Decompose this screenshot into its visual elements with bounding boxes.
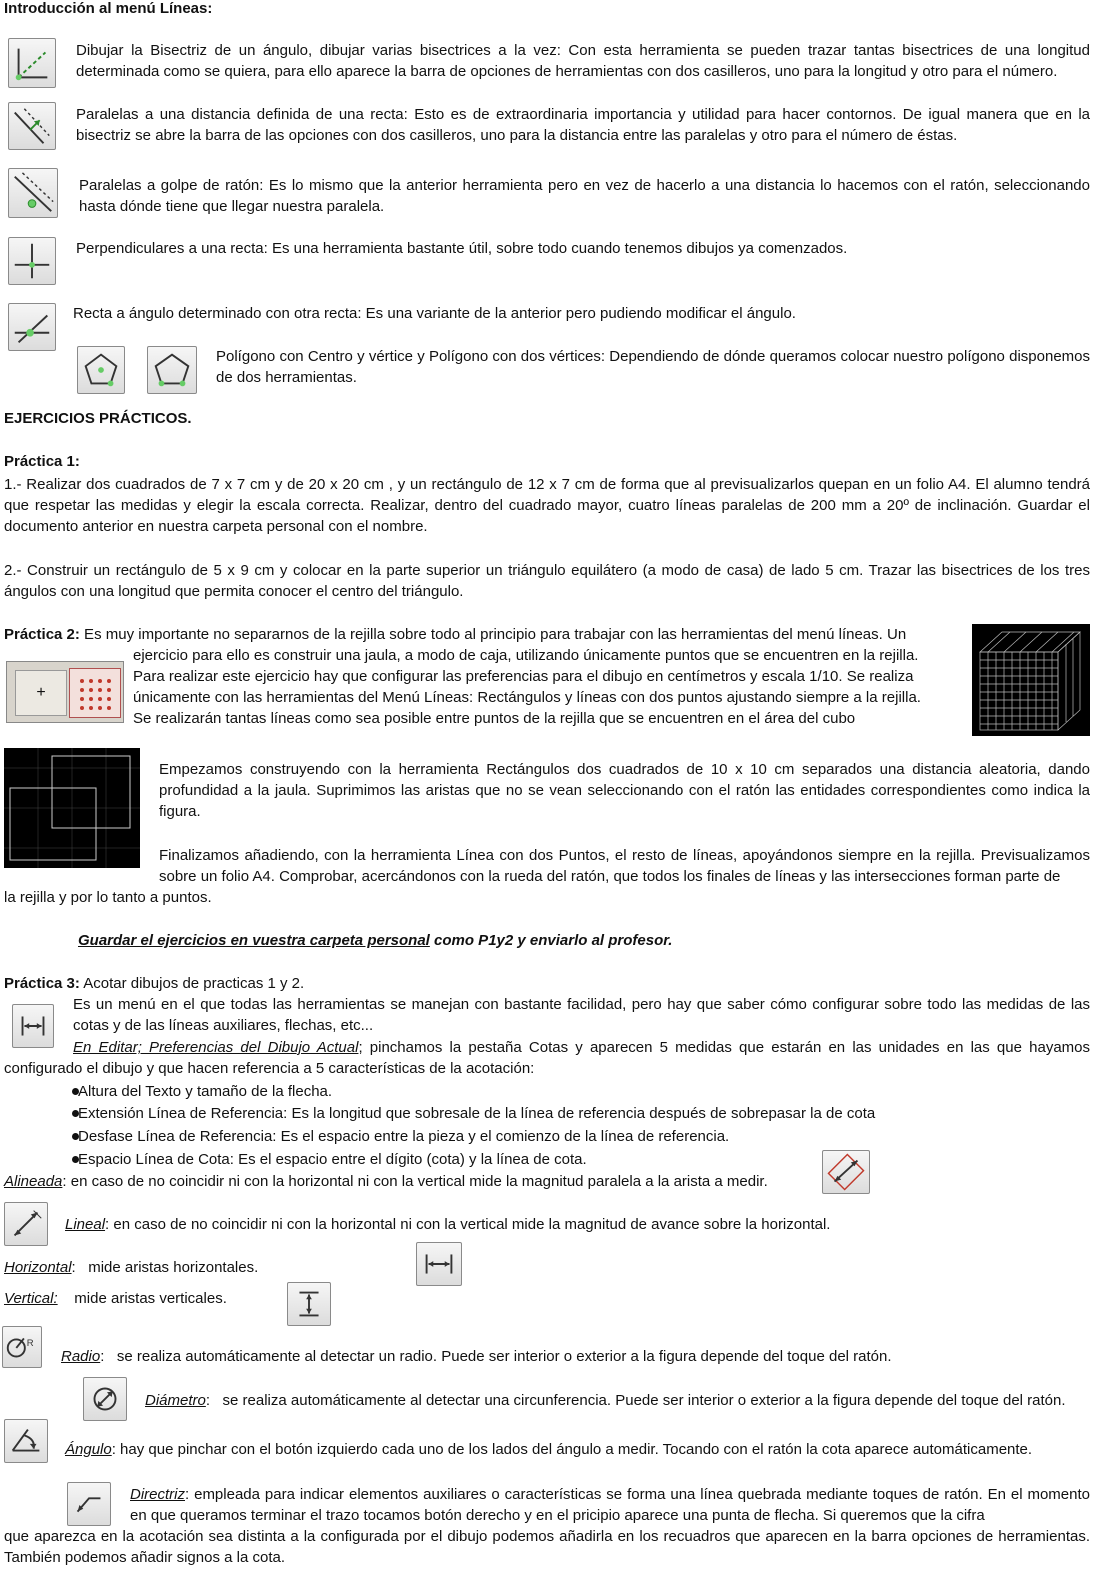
tool-lineal: Lineal: en caso de no coincidir ni con la horizontal ni con la vertical mide la magnitud de avance sobre la horizontal. [65,1216,831,1233]
dimension-setting-item: Extensión Línea de Referencia: Es la longitud que sobresale de la línea de referencia después de sobrepasar la de cota [78,1105,876,1122]
tool-alineada: Alineada: en caso de no coincidir ni con la horizontal ni con la vertical mide la magnitud paralela a la arista a medir. [4,1173,768,1190]
save-instruction: Guardar el ejercicios en vuestra carpeta personal como P1y2 y enviarlo al profesor. [78,932,673,949]
tool-directriz-cont: que aparezca en la acotación sea distinta a la configurada por el dibujo podemos añadirla en los recuadros que aparecen en la barra opciones de herramientas. También podemos añadir signos a la cota. [4,1528,1090,1566]
practica-3-desc-1: Es un menú en el que todas las herramientas se manejan con bastante facilidad, pero hay que saber cómo configurar sobre todo las medidas de las cotas y de las líneas auxiliares, flechas, etc... [73,996,1090,1034]
tool-vertical: Vertical: mide aristas verticales. [4,1290,227,1307]
cube-cage-image [972,624,1090,736]
bisector-icon[interactable] [8,38,56,88]
polygon-center-icon[interactable] [77,346,125,394]
practica-1-label: Práctica 1: [4,453,80,470]
dimension-setting-item: Desfase Línea de Referencia: Es el espacio entre la pieza y el comienzo de la línea de referencia. [78,1128,730,1145]
practica-2-para-3b: la rejilla y por lo tanto a puntos. [4,889,212,906]
practica-1-text-1: 1.- Realizar dos cuadrados de 7 x 7 cm y de 20 x 20 cm , y un rectángulo de 12 x 7 cm de forma que al previsualizarlos quepan en un folio A4. El alumno tendrá que respetar las medidas y elegir la escala correcta. Realizar, dentro del cuadrado mayor, cuatro líneas paralelas de 200 mm a 20º de inclinación. Guardar el documento anterior en nuestra carpeta personal con el nombre. [4,476,1090,535]
tool-directriz: Directriz: empleada para indicar elementos auxiliares o características se forma una línea quebrada mediante toques de ratón. En el momento en que queramos terminar el trazo tocamos botón derecho y en el pricipio aparece una punta de flecha. Si queremos que la cifra [130,1486,1090,1524]
snap-plus-icon[interactable]: + [15,670,67,716]
intro-item-bisector: Dibujar la Bisectriz de un ángulo, dibujar varias bisectrices a la vez: Con esta herramienta se pueden trazar tantas bisectrices de una longitud determinada como se quiera, para ello aparece la barra de opciones de herramientas con dos casilleros, uno para la longitud y otro para el número. [76,42,1090,80]
practica-2-line-3: Para realizar este ejercicio hay que configurar las preferencias para el dibujo en centímetros y escala 1/10. Se realiza [133,668,914,685]
polygon-vertices-icon[interactable] [147,346,197,394]
tool-horizontal: Horizontal: mide aristas horizontales. [4,1259,259,1276]
radius-dimension-icon[interactable] [2,1326,42,1368]
dimension-menu-icon[interactable] [12,1004,54,1048]
perpendicular-icon[interactable] [8,237,56,285]
intro-item-parallel-mouse: Paralelas a golpe de ratón: Es lo mismo que la anterior herramienta pero en vez de hacerlo a una distancia lo hacemos con el ratón, seleccionando hasta dónde tiene que llegar nuestra paralela. [79,177,1090,215]
practica-2-line-1: Práctica 2: Es muy importante no separarnos de la rejilla sobre todo al principio para trabajar con las herramientas del menú líneas. Un [4,626,907,643]
practica-1-text-2: 2.- Construir un rectángulo de 5 x 9 cm y colocar en la parte superior un triángulo equilátero (a modo de casa) de lado 5 cm. Trazar las bisectrices de los tres ángulos con una longitud que permita conocer el centro del triángulo. [4,562,1090,600]
linear-dimension-icon[interactable] [4,1202,48,1246]
parallel-mouse-icon[interactable] [8,168,58,218]
preferences-link[interactable]: En Editar; Preferencias del Dibujo Actual [73,1039,359,1056]
practica-3-intro: Práctica 3: Acotar dibujos de practicas 1 y 2. [4,975,305,992]
tool-diametro: Diámetro: se realiza automáticamente al detectar una circunferencia. Puede ser interior o exterior a la figura depende del toque del ratón. [145,1392,1066,1409]
practica-2-line-2: ejercicio para ello es construir una jaula, a modo de caja, utilizando únicamente puntos que se encuentren en la rejilla. [133,647,919,664]
tool-alineada-name: Alineada [4,1173,63,1190]
grid-snap-icon[interactable] [69,668,121,718]
aligned-dimension-icon[interactable] [822,1150,870,1194]
save-folder-link[interactable]: Guardar el ejercicios en vuestra carpeta personal [78,932,430,949]
grid-toolbar-image [6,661,124,723]
diameter-dimension-icon[interactable] [83,1377,127,1421]
intro-title: Introducción al menú Líneas: [4,0,213,17]
svg-text:R: R [26,1338,34,1350]
vertical-dimension-icon[interactable] [287,1282,331,1326]
dimension-setting-item: Espacio Línea de Cota: Es el espacio entre el dígito (cota) y la línea de cota. [78,1151,587,1168]
squares-screen-image [4,748,140,868]
practica-2-label: Práctica 2: [4,626,80,643]
parallel-distance-icon[interactable] [8,102,56,150]
practica-2-line-4: únicamente con las herramientas del Menú Líneas: Rectángulos y líneas con dos puntos ajustando siempre a la rejilla. [133,689,921,706]
tool-lineal-name: Lineal [65,1216,106,1233]
tool-radio: Radio: se realiza automáticamente al detectar un radio. Puede ser interior o exterior a la figura depende del toque del ratón. [61,1348,892,1365]
practica-2-para-2: Empezamos construyendo con la herramienta Rectángulos dos cuadrados de 10 x 10 cm separados una distancia aleatoria, dando profundidad a la jaula. Suprimimos las aristas que no se vean seleccionando con el ratón las entidades correspondientes como indica la figura. [159,761,1090,820]
tool-horizontal-name: Horizontal [4,1259,72,1276]
exercises-heading: EJERCICIOS PRÁCTICOS. [4,410,192,427]
tool-directriz-name: Directriz [130,1486,185,1503]
dimension-setting-item: Altura del Texto y tamaño de la flecha. [78,1083,333,1100]
tool-diametro-name: Diámetro [145,1392,206,1409]
practica-2-para-3a: Finalizamos añadiendo, con la herramienta Línea con dos Puntos, el resto de líneas, apoyándonos siempre en la rejilla. Previsualizamos sobre un folio A4. Comprobar, acercándonos con la rueda del ratón, que todos los finales de líneas y las intersecciones forman parte de [159,847,1090,885]
tool-angulo-name: Ángulo [65,1441,112,1458]
practica-2-line-5: Se realizarán tantas líneas como sea posible entre puntos de la rejilla que se encuentren en el área del cubo [133,710,856,727]
practica-3-label: Práctica 3: [4,975,80,992]
practica-3-desc-2b: configurado el dibujo y que hacen referencia a 5 características de la acotación: [4,1060,535,1077]
tool-angulo: Ángulo: hay que pinchar con el botón izquierdo cada uno de los lados del ángulo a medir. Tocando con el ratón la cota aparece automáticamente. [65,1441,1033,1458]
tool-radio-name: Radio [61,1348,101,1365]
horizontal-dimension-icon[interactable] [416,1242,462,1286]
intro-item-angle-line: Recta a ángulo determinado con otra recta: Es una variante de la anterior pero pudiendo modificar el ángulo. [73,305,796,322]
leader-icon[interactable] [67,1482,111,1526]
intro-item-parallel-distance: Paralelas a una distancia definida de una recta: Esto es de extraordinaria importancia y utilidad para hacer contornos. De igual manera que en la bisectriz se abre la barra de las opciones con dos casilleros, uno para la distancia entre las paralelas y otro para el número de éstas. [76,106,1090,144]
tool-vertical-name: Vertical: [4,1290,58,1307]
intro-item-polygon: Polígono con Centro y vértice y Polígono con dos vértices: Dependiendo de dónde queramos colocar nuestro polígono disponemos de dos herramientas. [216,348,1090,386]
intro-item-perpendicular: Perpendiculares a una recta: Es una herramienta bastante útil, sobre todo cuando tenemos dibujos ya comenzados. [76,240,848,257]
angle-dimension-icon[interactable] [4,1419,48,1463]
angle-line-icon[interactable] [8,303,56,351]
practica-3-desc-2: En Editar; Preferencias del Dibujo Actual; pinchamos la pestaña Cotas y aparecen 5 medidas que estarán en las unidades en las que hayamos [73,1039,1090,1056]
